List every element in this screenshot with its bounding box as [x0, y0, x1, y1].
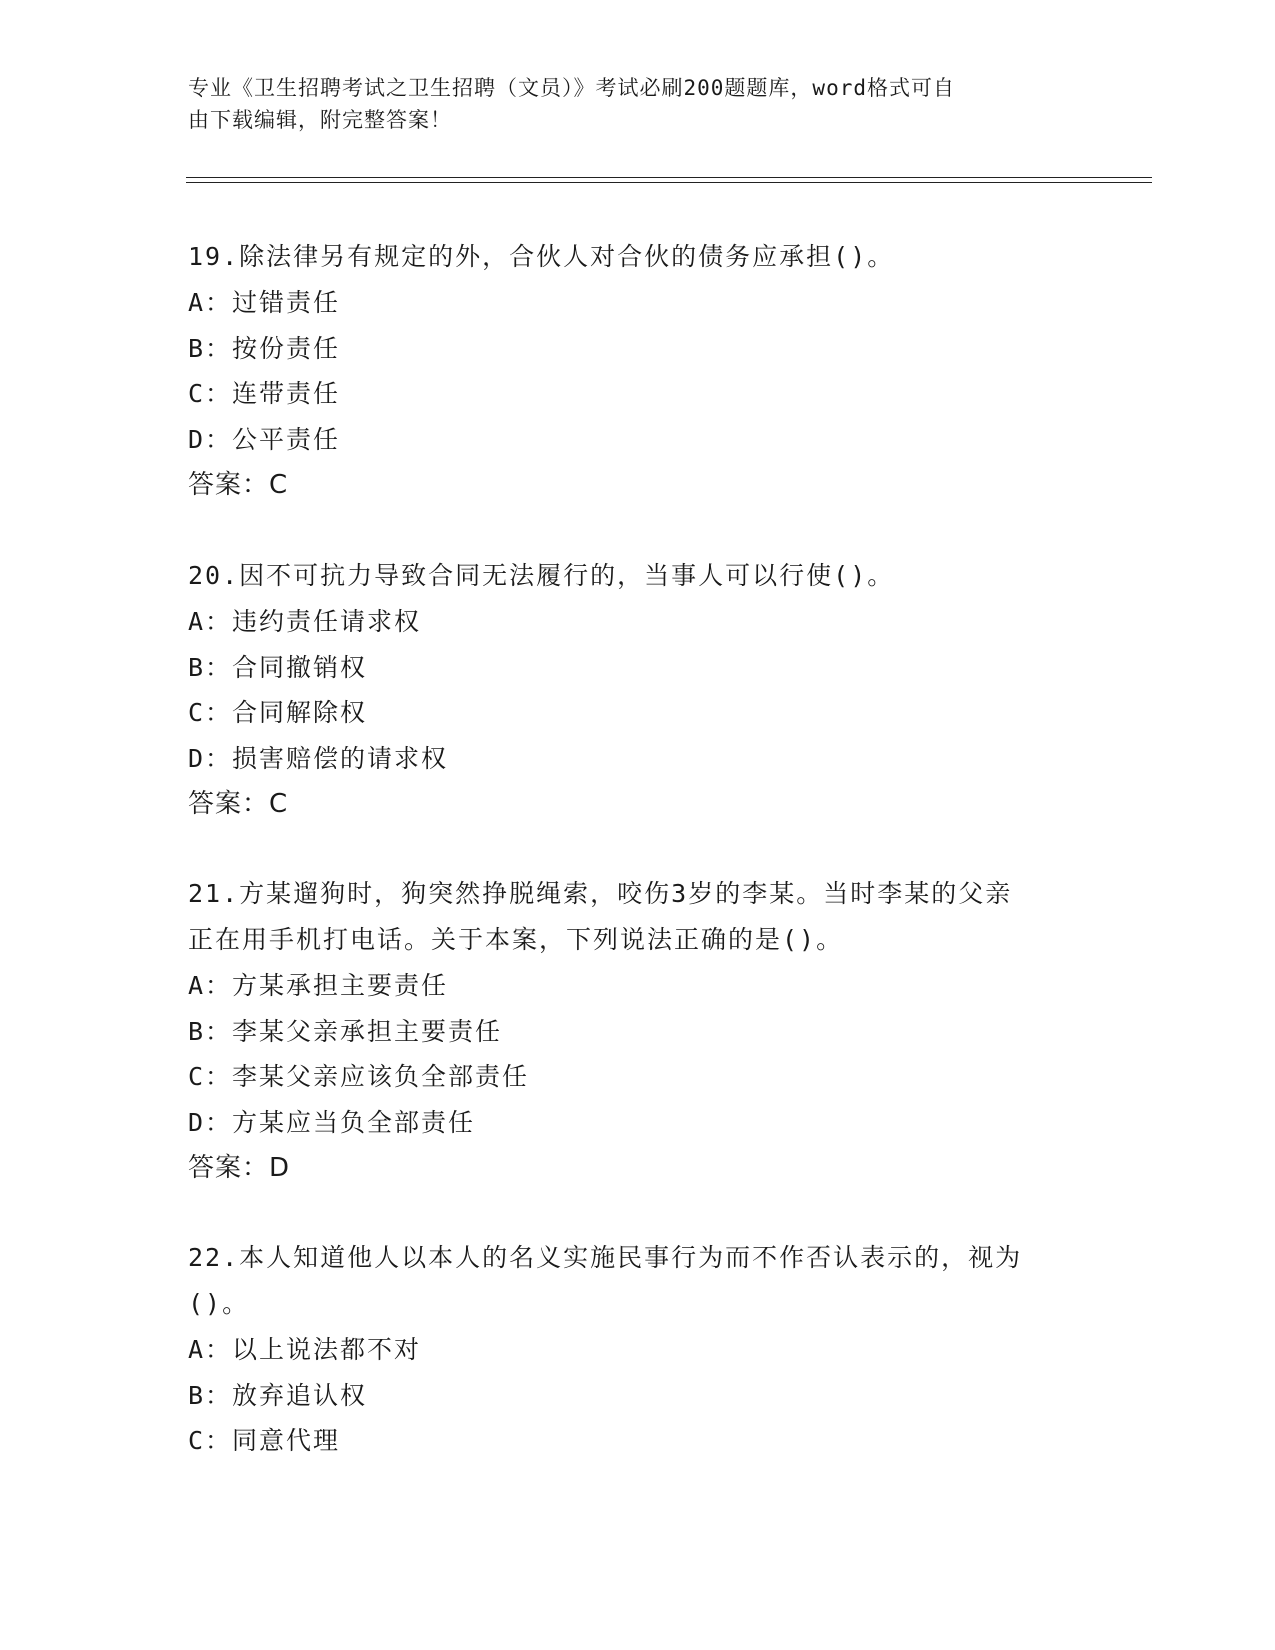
header-line-2: 由下载编辑，附完整答案！ — [188, 108, 452, 132]
question-stem-line-2: 正在用手机打电话。关于本案，下列说法正确的是()。 — [188, 925, 844, 954]
option-c: C：合同解除权 — [188, 698, 368, 727]
question-stem: 20.因不可抗力导致合同无法履行的，当事人可以行使()。 — [188, 561, 895, 590]
answer: 答案：C — [188, 789, 289, 819]
option-a: A：过错责任 — [188, 288, 341, 317]
question-20 — [188, 553, 1088, 827]
answer: 答案：C — [188, 470, 289, 500]
option-c: C：李某父亲应该负全部责任 — [188, 1062, 530, 1091]
option-d: D：公平责任 — [188, 424, 341, 454]
question-21 — [188, 871, 1088, 1191]
option-b: B：放弃追认权 — [188, 1380, 368, 1410]
option-b: B：合同撤销权 — [188, 652, 368, 682]
option-c: C：连带责任 — [188, 379, 341, 408]
question-stem-line-1: 21.方某遛狗时，狗突然挣脱绳索，咬伤3岁的李某。当时李某的父亲 — [188, 879, 1013, 908]
option-d: D：方某应当负全部责任 — [188, 1107, 476, 1137]
document-header — [188, 72, 1068, 136]
header-line-1: 专业《卫生招聘考试之卫生招聘（文员）》考试必刷200题题库，word格式可自 — [188, 76, 955, 100]
header-divider-bottom — [186, 182, 1152, 183]
question-19 — [188, 234, 1088, 508]
option-a: A：以上说法都不对 — [188, 1335, 422, 1364]
option-c: C：同意代理 — [188, 1426, 341, 1455]
answer: 答案：D — [188, 1153, 291, 1183]
question-stem-line-2: ()。 — [188, 1289, 250, 1318]
question-stem: 19.除法律另有规定的外，合伙人对合伙的债务应承担()。 — [188, 242, 895, 271]
option-b: B：李某父亲承担主要责任 — [188, 1016, 503, 1046]
option-d: D：损害赔偿的请求权 — [188, 743, 449, 773]
header-divider-top — [186, 177, 1152, 178]
option-a: A：违约责任请求权 — [188, 607, 422, 636]
question-stem-line-1: 22.本人知道他人以本人的名义实施民事行为而不作否认表示的，视为 — [188, 1243, 1023, 1272]
option-b: B：按份责任 — [188, 333, 341, 363]
question-22 — [188, 1235, 1088, 1464]
option-a: A：方某承担主要责任 — [188, 971, 449, 1000]
